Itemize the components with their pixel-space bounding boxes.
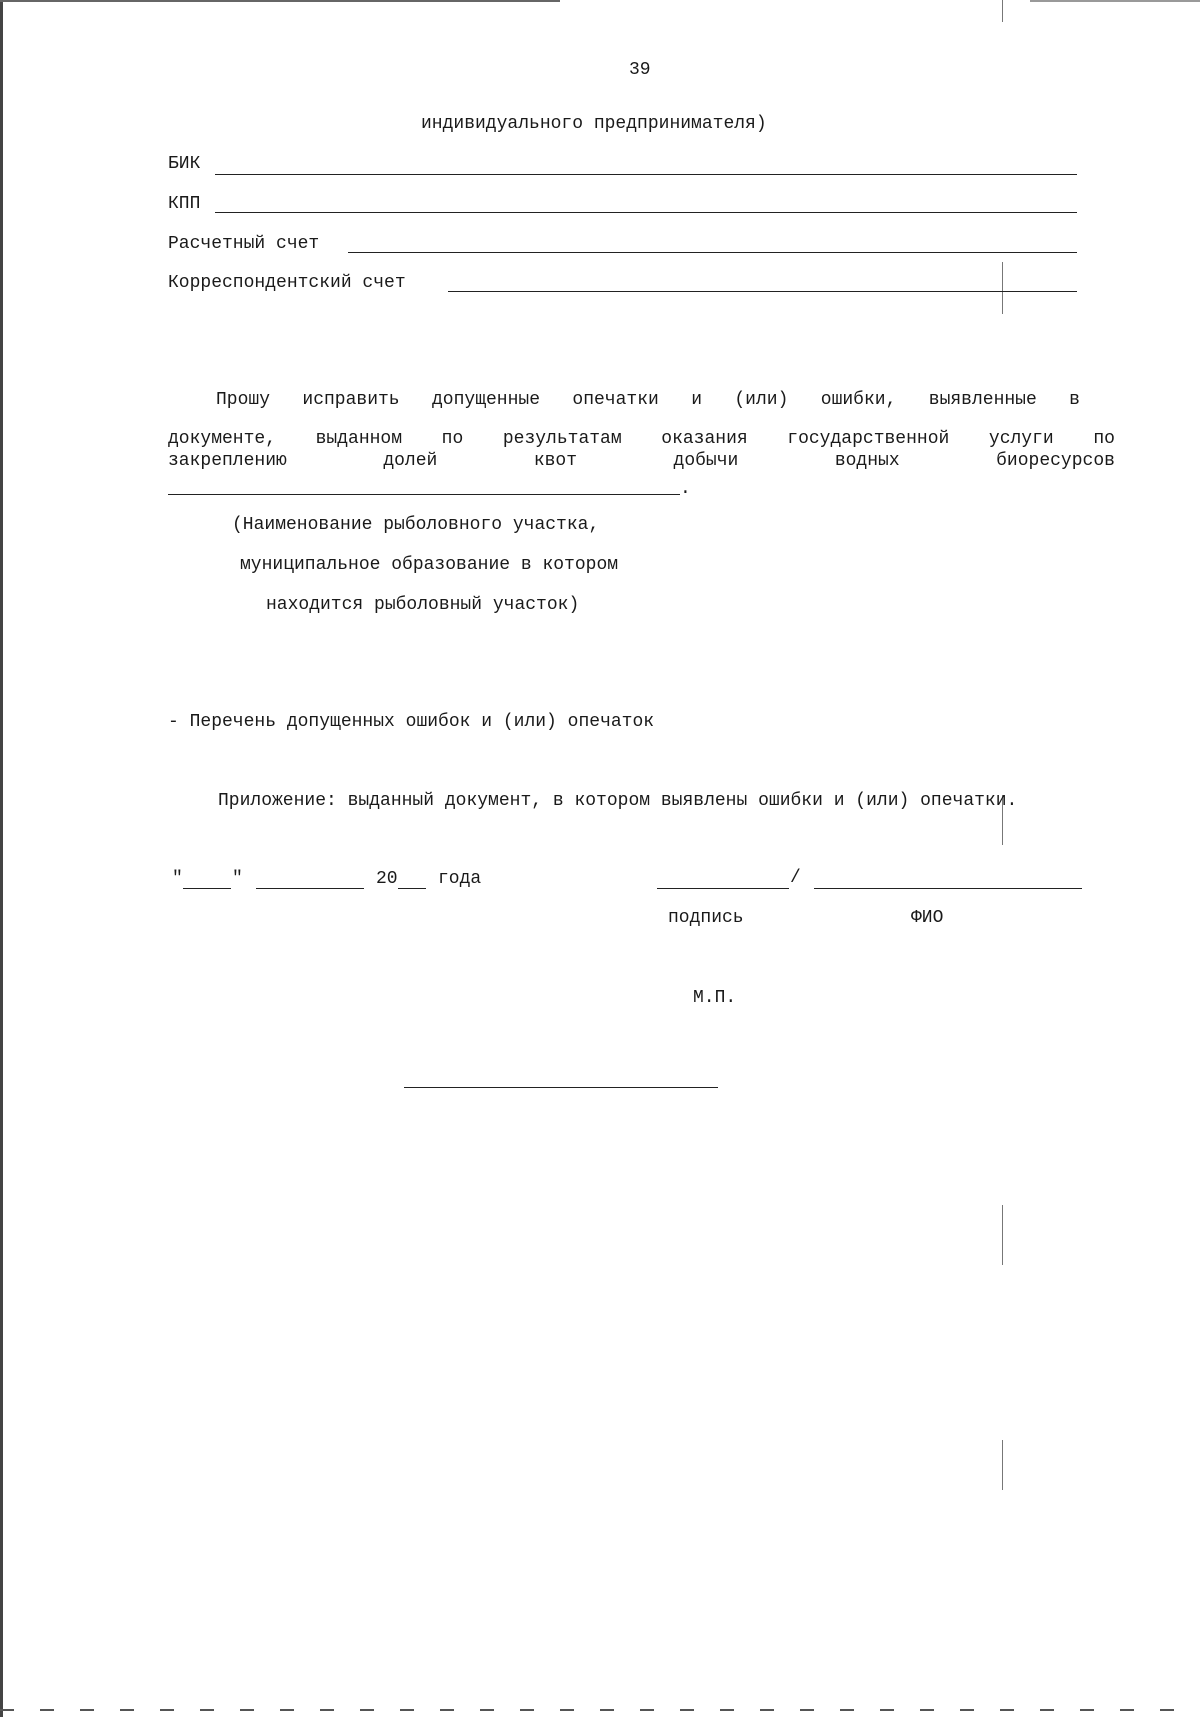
date-year-prefix: 20 [376, 869, 398, 889]
word: долей [383, 451, 438, 471]
corr-account-label: Корреспондентский счет [168, 273, 406, 293]
scan-edge-bottom [0, 1709, 1200, 1711]
name-line [814, 888, 1082, 889]
scan-mark [1002, 262, 1003, 314]
bik-label: БИК [168, 154, 201, 174]
errors-list-item: - Перечень допущенных ошибок и (или) опечаток [168, 712, 655, 732]
word: квот [533, 451, 578, 471]
word: биоресурсов [996, 451, 1115, 471]
word: добычи [673, 451, 739, 471]
scan-edge-top-right [1030, 0, 1200, 2]
word: по [1093, 429, 1115, 449]
request-line-3 [168, 450, 1115, 472]
word: водных [834, 451, 900, 471]
fishing-site-line [168, 494, 680, 495]
caption-line-3: находится рыболовный участок) [266, 595, 580, 615]
date-quote-open: " [172, 869, 183, 889]
word: документе, [168, 429, 277, 449]
account-label: Расчетный счет [168, 234, 320, 254]
date-year-suffix: года [438, 869, 482, 889]
kpp-line [215, 212, 1077, 213]
signature-label: подпись [668, 908, 744, 928]
date-month-line [256, 888, 364, 889]
signature-line [657, 888, 789, 889]
scan-mark [1002, 0, 1003, 22]
request-line-1 [216, 389, 1080, 411]
attachment-text: Приложение: выданный документ, в котором выявлены ошибки и (или) опечатки. [218, 791, 1018, 811]
page-number: 39 [629, 60, 651, 80]
scan-mark [1002, 1440, 1003, 1490]
signature-slash: / [790, 868, 801, 888]
caption-line-2: муниципальное образование в котором [240, 555, 619, 575]
word: опечатки [572, 390, 659, 410]
word: Прошу [216, 390, 271, 410]
word: по [441, 429, 464, 449]
word: оказания [661, 429, 748, 449]
bik-line [215, 174, 1077, 175]
word: закреплению [168, 451, 287, 471]
date-day-line [183, 888, 231, 889]
request-line-2 [168, 428, 1115, 450]
word: государственной [787, 429, 950, 449]
word: и [691, 390, 702, 410]
scan-edge-top [0, 0, 560, 2]
word: выданном [315, 429, 403, 449]
date-year-line [398, 888, 426, 889]
word: ошибки, [820, 390, 897, 410]
word: услуги [988, 429, 1054, 449]
scan-mark [1002, 1205, 1003, 1265]
word: (или) [734, 390, 789, 410]
caption-line-1: (Наименование рыболовного участка, [232, 515, 600, 535]
word: в [1069, 390, 1080, 410]
kpp-label: КПП [168, 194, 201, 214]
header-fragment: индивидуального предпринимателя) [421, 114, 767, 134]
word: результатам [502, 429, 622, 449]
date-quote-close: " [232, 869, 243, 889]
word: выявленные [928, 390, 1037, 410]
closing-separator [404, 1087, 718, 1088]
scan-edge-left [0, 0, 3, 1717]
request-end-dot: . [680, 479, 691, 499]
word: допущенные [431, 390, 541, 410]
corr-account-line [448, 291, 1077, 292]
word: исправить [302, 390, 400, 410]
stamp-label: М.П. [693, 988, 737, 1008]
account-line [348, 252, 1077, 253]
name-label: ФИО [911, 908, 944, 928]
